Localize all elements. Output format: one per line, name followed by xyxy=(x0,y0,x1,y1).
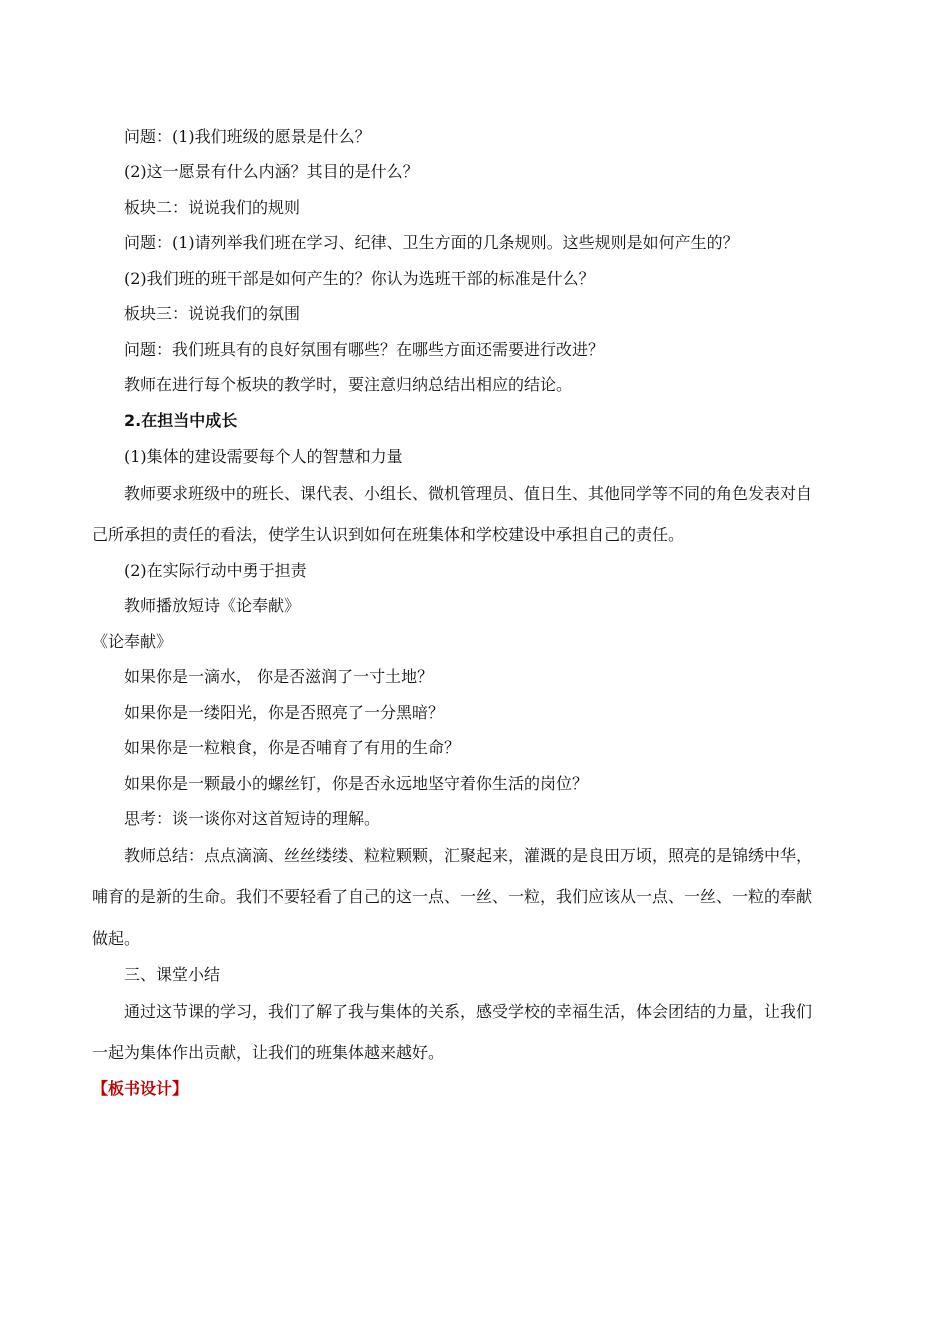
question-1a: 问题：(1)我们班级的愿景是什么？ xyxy=(124,127,371,146)
question-1b: (2)这一愿景有什么内涵？其目的是什么？ xyxy=(124,162,419,181)
section-2-heading: 2.在担当中成长 xyxy=(124,411,238,430)
think-prompt: 思考：谈一谈你对这首短诗的理解。 xyxy=(124,809,381,828)
question-2b: (2)我们班的班干部是如何产生的？你认为选班干部的标准是什么？ xyxy=(124,269,595,288)
board-design-label: 【板书设计】 xyxy=(92,1079,189,1098)
summary-line-2: 哺育的是新的生命。我们不要轻看了自己的这一点、一丝、一粒，我们应该从一点、一丝、一粒的奉献 xyxy=(92,887,813,906)
block-2-heading: 板块二：说说我们的规则 xyxy=(124,198,301,217)
subheading-1: (1)集体的建设需要每个人的智慧和力量 xyxy=(124,447,403,466)
paragraph-1-line-1: 教师要求班级中的班长、课代表、小组长、微机管理员、值日生、其他同学等不同的角色发表对自 xyxy=(124,484,813,503)
section-3-heading: 三、课堂小结 xyxy=(124,965,221,984)
summary-line-1: 教师总结：点点滴滴、丝丝缕缕、粒粒颗颗，汇聚起来，灌溉的是良田万顷，照亮的是锦绣中华， xyxy=(124,846,813,865)
summary-line-3: 做起。 xyxy=(92,929,141,948)
conclusion-line-1: 通过这节课的学习，我们了解了我与集体的关系，感受学校的幸福生活，体会团结的力量，让我们 xyxy=(124,1002,813,1021)
question-2a: 问题：(1)请列举我们班在学习、纪律、卫生方面的几条规则。这些规则是如何产生的？ xyxy=(124,233,739,252)
block-3-heading: 板块三：说说我们的氛围 xyxy=(124,304,301,323)
subheading-2: (2)在实际行动中勇于担责 xyxy=(124,561,307,580)
poem-line-4: 如果你是一颗最小的螺丝钉，你是否永远地坚守着你生活的岗位？ xyxy=(124,774,589,793)
teacher-note: 教师在进行每个板块的教学时，要注意归纳总结出相应的结论。 xyxy=(124,375,573,394)
question-3: 问题：我们班具有的良好氛围有哪些？在哪些方面还需要进行改进？ xyxy=(124,340,605,359)
poem-line-2: 如果你是一缕阳光，你是否照亮了一分黑暗？ xyxy=(124,703,445,722)
play-poem-text: 教师播放短诗《论奉献》 xyxy=(124,596,301,615)
poem-line-3: 如果你是一粒粮食，你是否哺育了有用的生命？ xyxy=(124,738,461,757)
poem-title: 《论奉献》 xyxy=(92,632,173,651)
poem-line-1: 如果你是一滴水， 你是否滋润了一寸土地？ xyxy=(124,667,434,686)
paragraph-1-line-2: 己所承担的责任的看法，使学生认识到如何在班集体和学校建设中承担自己的责任。 xyxy=(92,525,685,544)
conclusion-line-2: 一起为集体作出贡献，让我们的班集体越来越好。 xyxy=(92,1043,445,1062)
